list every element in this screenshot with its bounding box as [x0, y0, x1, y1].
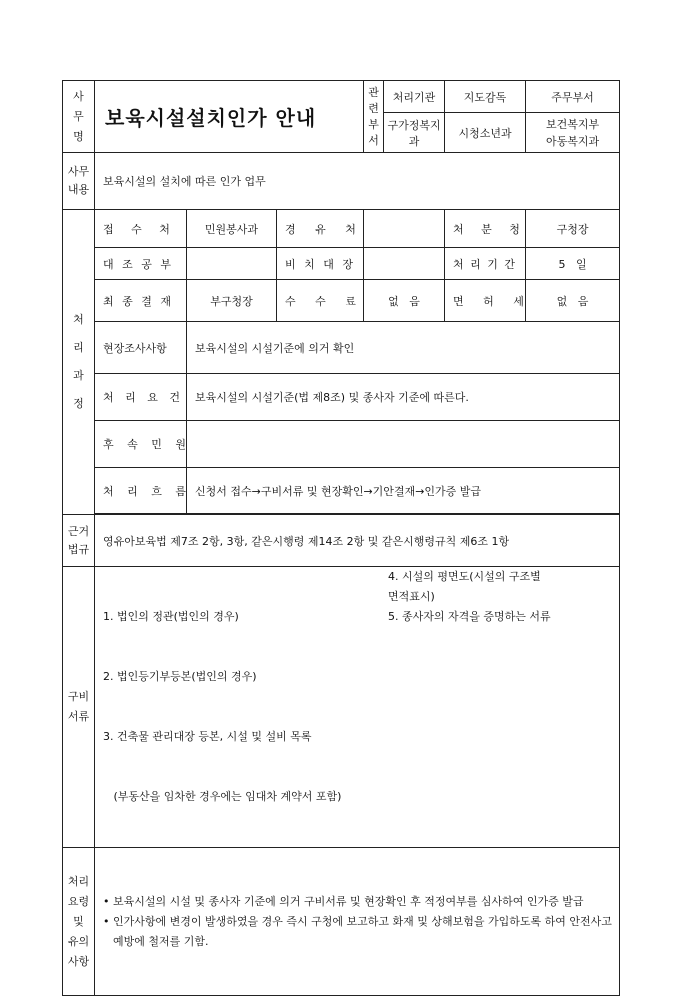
disposal-office-value: 구청장: [526, 210, 620, 248]
follow-up-text: [187, 421, 620, 468]
site-inspection-text: 보육시설의 시설기준에 의거 확인: [187, 322, 620, 374]
head-processing-agency: 처리기관: [384, 81, 445, 113]
process-label: 처 리 과 정: [63, 210, 95, 515]
license-tax-label: 면 허 세: [445, 280, 526, 322]
via-office-label: 경 유 처: [277, 210, 364, 248]
ledger-label: 비 치 대 장: [277, 248, 364, 280]
doc-item-2: 2. 법인등기부등본(법인의 경우): [103, 670, 257, 683]
guide-form-table: [62, 80, 620, 996]
note-item-1: • 보육시설의 시설 및 종사자 기준에 의거 구비서류 및 현장확인 후 적정여부를 심사하여 인가증 발급: [103, 894, 584, 908]
final-approval-label: 최 종 결 재: [95, 280, 187, 322]
legal-basis-text: 영유아보육법 제7조 2항, 3항, 같은시행령 제14조 2항 및 같은시행령규칙 제6조 1항: [95, 515, 620, 567]
head-supervision: 지도감독: [445, 81, 526, 113]
final-approval-value: 부구청장: [187, 280, 277, 322]
via-office-value: [364, 210, 445, 248]
doc-item-5: 5. 종사자의 자격을 증명하는 서류: [388, 610, 551, 623]
fee-label: 수 수 료: [277, 280, 364, 322]
required-docs: [95, 567, 620, 848]
process-flow-label: 처 리 흐 름: [95, 468, 187, 514]
doc-item-3-note: (부동산을 임차한 경우에는 임대차 계약서 포함): [103, 790, 342, 803]
head-main-dept: 주무부서: [526, 81, 620, 113]
notes-label: 처리 요령 및 유의 사항: [63, 848, 95, 996]
page-title: 보육시설설치인가 안내: [95, 81, 364, 153]
task-label: 사무 내용: [63, 153, 95, 210]
collation-label: 대 조 공 부: [95, 248, 187, 280]
value-processing-agency: 구가정복지과: [384, 113, 445, 153]
note-item-2: • 인가사항에 변경이 발생하였을 경우 즉시 구청에 보고하고 화재 및 상해보험을 가입하도록 하여 안전사고 예방에 철저를 기함.: [103, 914, 612, 948]
required-docs-label: 구비 서류: [63, 567, 95, 848]
doc-item-4-cont: 면적표시): [388, 590, 435, 603]
fee-value: 없 음: [364, 280, 445, 322]
requirements-label: 처 리 요 건: [95, 374, 187, 421]
receipt-office-value: 민원봉사과: [187, 210, 277, 248]
collation-value: [187, 248, 277, 280]
period-value: 5 일: [526, 248, 620, 280]
value-main-dept: 보건복지부 아동복지과: [526, 113, 620, 153]
task-text: 보육시설의 설치에 따른 인가 업무: [95, 153, 620, 210]
site-inspection-label: 현장조사사항: [95, 322, 187, 374]
value-supervision: 시청소년과: [445, 113, 526, 153]
receipt-office-label: 접 수 처: [95, 210, 187, 248]
process-flow-text: 신청서 접수→구비서류 및 현장확인→기안결재→인가증 발급: [187, 468, 620, 514]
doc-item-4: 4. 시설의 평면도(시설의 구조별: [388, 570, 541, 583]
ledger-value: [364, 248, 445, 280]
related-dept-label: 관련부 서: [364, 81, 384, 153]
notes: [95, 848, 620, 996]
disposal-office-label: 처 분 청: [445, 210, 526, 248]
period-label: 처 리 기 간: [445, 248, 526, 280]
doc-item-3: 3. 건축물 관리대장 등본, 시설 및 설비 목록: [103, 730, 312, 743]
license-tax-value: 없 음: [526, 280, 620, 322]
office-name-label: 사 무 명: [63, 81, 95, 153]
legal-basis-label: 근거 법규: [63, 515, 95, 567]
follow-up-label: 후 속 민 원: [95, 421, 187, 468]
requirements-text: 보육시설의 시설기준(법 제8조) 및 종사자 기준에 따른다.: [187, 374, 620, 421]
doc-item-1: 1. 법인의 정관(법인의 경우): [103, 610, 239, 623]
